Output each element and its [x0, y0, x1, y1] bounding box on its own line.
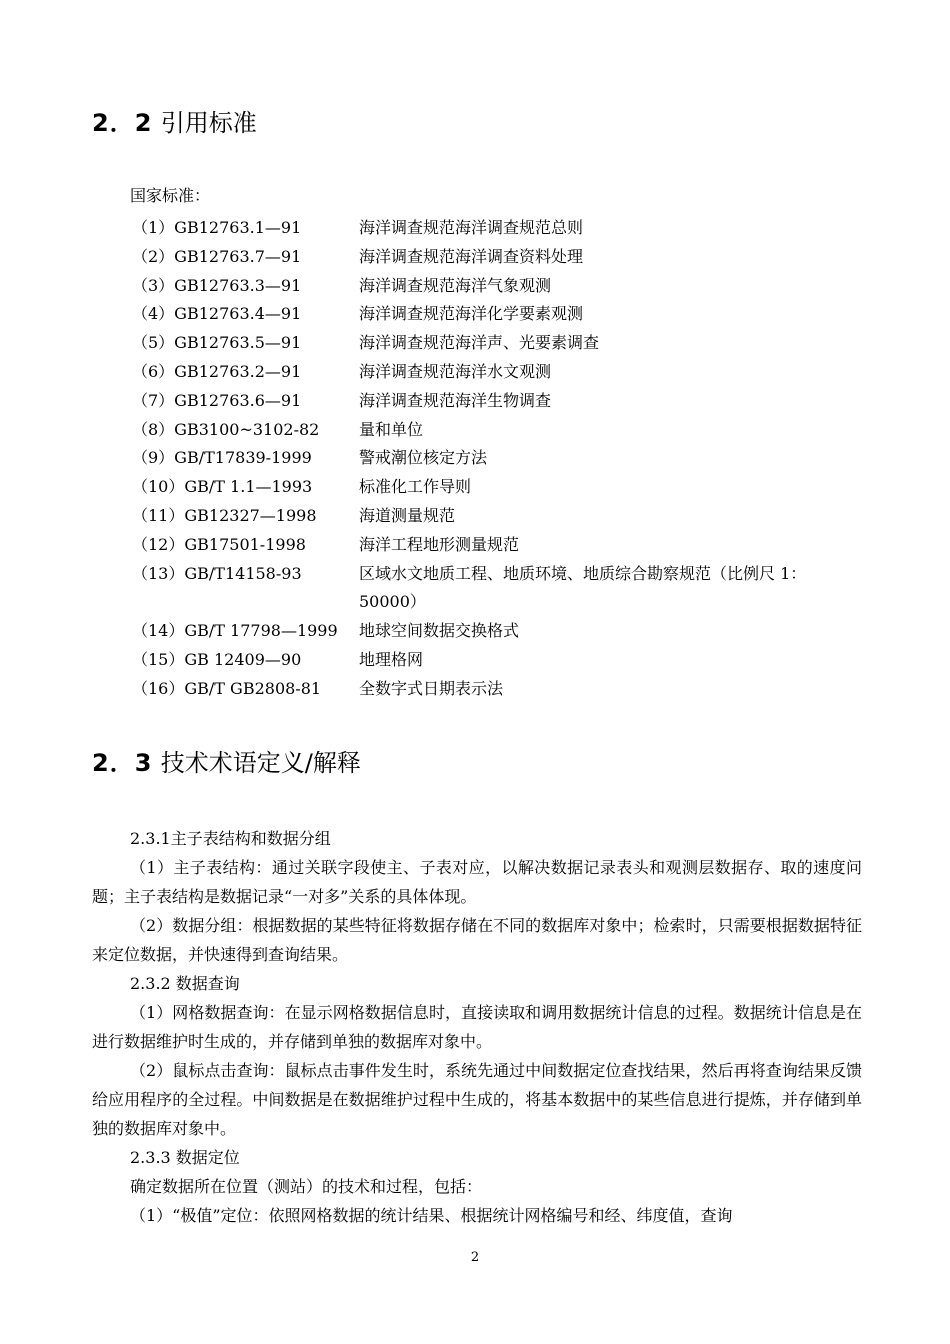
standard-title: 量和单位 — [359, 419, 424, 439]
standard-code: （13）GB/T14158-93 — [132, 563, 302, 583]
standard-row — [132, 617, 872, 646]
section-title: 技术术语定义/解释 — [160, 749, 361, 777]
standard-row — [132, 387, 872, 416]
subsection-heading-2-3-2: 2.3.2 数据查询 — [130, 974, 240, 993]
standard-title: 区域水文地质工程、地质环境、地质综合勘察规范（比例尺 1：50000） — [359, 563, 807, 612]
standard-code: （14）GB/T 17798—1999 — [132, 621, 338, 641]
standard-title: 海洋调查规范海洋声、光要素调查 — [359, 333, 600, 353]
section-heading-2-2 — [92, 108, 257, 138]
standard-code: （16）GB/T GB2808-81 — [132, 678, 322, 698]
paragraph: （1）“极值”定位：依照网格数据的统计结果、根据统计网格编号和经、纬度值，查询 — [130, 1206, 733, 1225]
paragraph: （2）鼠标点击查询：鼠标点击事件发生时，系统先通过中间数据定位查找结果，然后再将查询结果反馈给应用程序的全过程。中间数据是在数据维护过程中生成的，将基本数据中的某些信息进行提炼，并存储到单独的数据库对象中。 — [92, 1061, 862, 1138]
standard-row — [132, 646, 872, 675]
intro-label: 国家标准： — [130, 186, 211, 205]
standard-title: 海洋调查规范海洋气象观测 — [359, 275, 552, 295]
standard-title: 标准化工作导则 — [359, 477, 472, 497]
subsection-heading-2-3-3: 2.3.3 数据定位 — [130, 1148, 240, 1167]
paragraph: （2）数据分组：根据数据的某些特征将数据存储在不同的数据库对象中；检索时，只需要根据数据特征来定位数据，并快速得到查询结果。 — [92, 916, 862, 964]
section-title: 引用标准 — [160, 109, 257, 137]
standard-title: 海洋调查规范海洋调查资料处理 — [359, 246, 584, 266]
standard-row — [132, 416, 872, 445]
standard-code: （3）GB12763.3—91 — [132, 275, 302, 295]
standard-row — [132, 214, 872, 243]
standards-list — [132, 214, 872, 704]
section-heading-2-3 — [92, 748, 361, 778]
standard-row — [132, 560, 872, 618]
paragraph: （1）主子表结构：通过关联字段使主、子表对应，以解决数据记录表头和观测层数据存、取的速度问题；主子表结构是数据记录“一对多”关系的具体体现。 — [92, 858, 862, 906]
standard-row — [132, 531, 872, 560]
standard-row — [132, 243, 872, 272]
section-number: 2．2 — [92, 109, 153, 137]
standard-row — [132, 329, 872, 358]
paragraph: （1）网格数据查询：在显示网格数据信息时，直接读取和调用数据统计信息的过程。数据统计信息是在进行数据维护时生成的，并存储到单独的数据库对象中。 — [92, 1003, 862, 1051]
section-body — [92, 824, 862, 1230]
standard-title: 海洋调查规范海洋化学要素观测 — [359, 304, 584, 324]
standard-row — [132, 675, 872, 704]
standard-row — [132, 300, 872, 329]
standard-title: 海洋调查规范海洋调查规范总则 — [359, 218, 584, 237]
section-number: 2．3 — [92, 749, 153, 777]
standard-code: （10）GB/T 1.1—1993 — [132, 477, 313, 497]
standard-code: （6）GB12763.2—91 — [132, 361, 302, 381]
standard-code: （4）GB12763.4—91 — [132, 304, 302, 324]
standard-code: （7）GB12763.6—91 — [132, 390, 302, 410]
standard-row — [132, 272, 872, 301]
standard-row — [132, 444, 872, 473]
standard-code: （12）GB17501-1998 — [132, 534, 306, 554]
standard-code: （11）GB12327—1998 — [132, 505, 317, 525]
page-number: 2 — [470, 1250, 480, 1265]
standard-title: 海洋调查规范海洋生物调查 — [359, 390, 552, 410]
standard-code: （5）GB12763.5—91 — [132, 333, 302, 353]
standard-code: （15）GB 12409—90 — [132, 649, 302, 669]
standard-row — [132, 358, 872, 387]
standard-code: （1）GB12763.1—91 — [132, 218, 302, 237]
standard-title: 警戒潮位核定方法 — [359, 448, 488, 468]
standard-code: （9）GB/T17839-1999 — [132, 448, 312, 468]
standard-title: 海洋调查规范海洋水文观测 — [359, 361, 552, 381]
standard-code: （2）GB12763.7—91 — [132, 246, 302, 266]
standard-title: 全数字式日期表示法 — [359, 678, 504, 698]
standard-row — [132, 473, 872, 502]
subsection-heading-2-3-1: 2.3.1主子表结构和数据分组 — [130, 829, 331, 848]
standard-code: （8）GB3100~3102-82 — [132, 419, 320, 439]
paragraph: 确定数据所在位置（测站）的技术和过程，包括： — [130, 1177, 483, 1196]
standard-row — [132, 502, 872, 531]
standard-title: 海洋工程地形测量规范 — [359, 534, 520, 554]
standard-title: 地球空间数据交换格式 — [359, 621, 520, 641]
standard-title: 地理格网 — [359, 649, 424, 669]
standard-title: 海道测量规范 — [359, 505, 456, 525]
